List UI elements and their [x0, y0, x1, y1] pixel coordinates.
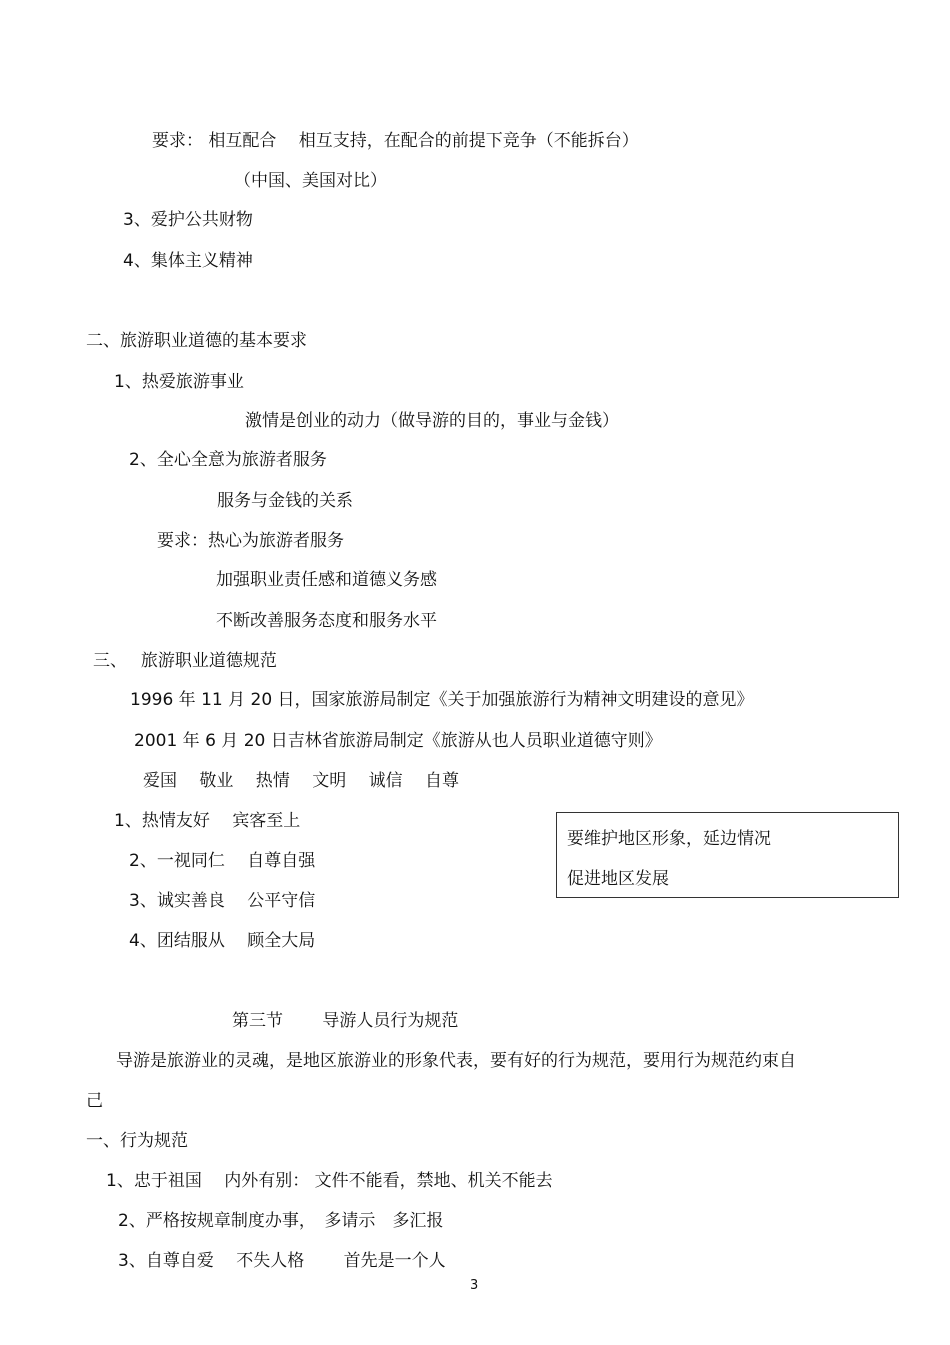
section-title-3: 第三节 导游人员行为规范	[232, 1011, 459, 1031]
text-line-9: 服务与金钱的关系	[217, 491, 353, 511]
subsection-heading-1: 一、行为规范	[86, 1131, 188, 1151]
text-line-7: 激情是创业的动力（做导游的目的，事业与金钱）	[245, 411, 619, 431]
text-line-10: 要求：热心为旅游者服务	[157, 531, 344, 551]
paragraph-line-2: 己	[86, 1091, 103, 1111]
paragraph-line-1: 导游是旅游业的灵魂，是地区旅游业的形象代表，要有好的行为规范，要用行为规范约束自	[116, 1051, 796, 1071]
text-line-8: 2、全心全意为旅游者服务	[129, 450, 327, 470]
text-line-26: 2、严格按规章制度办事， 多请示 多汇报	[118, 1211, 444, 1231]
text-line-1: 要求： 相互配合 相互支持，在配合的前提下竞争（不能拆台）	[152, 131, 639, 151]
text-line-14: 1996 年 11 月 20 日，国家旅游局制定《关于加强旅游行为精神文明建设的意见》	[130, 690, 754, 710]
text-line-11: 加强职业责任感和道德义务感	[216, 570, 437, 590]
note-box-line-1: 要维护地区形象，延边情况	[567, 829, 771, 849]
text-line-4: 4、集体主义精神	[123, 251, 253, 271]
text-line-3: 3、爱护公共财物	[123, 210, 253, 230]
text-line-17: 1、热情友好 宾客至上	[114, 811, 301, 831]
section-heading-3: 三、 旅游职业道德规范	[93, 651, 277, 671]
text-line-20: 4、团结服从 顾全大局	[129, 931, 316, 951]
page-number: 3	[470, 1278, 479, 1293]
note-box	[556, 812, 899, 898]
note-box-line-2: 促进地区发展	[567, 869, 669, 889]
text-line-19: 3、诚实善良 公平守信	[129, 891, 316, 911]
section-heading-2: 二、旅游职业道德的基本要求	[86, 331, 307, 351]
text-line-12: 不断改善服务态度和服务水平	[216, 611, 437, 631]
text-line-6: 1、热爱旅游事业	[114, 372, 244, 392]
text-line-18: 2、一视同仁 自尊自强	[129, 851, 316, 871]
text-line-25: 1、忠于祖国 内外有别： 文件不能看，禁地、机关不能去	[106, 1171, 553, 1191]
text-line-2: （中国、美国对比）	[234, 171, 387, 191]
text-line-15: 2001 年 6 月 20 日吉林省旅游局制定《旅游从也人员职业道德守则》	[134, 731, 662, 751]
text-line-27: 3、自尊自爱 不失人格 首先是一个人	[118, 1251, 446, 1271]
text-line-16: 爱国 敬业 热情 文明 诚信 自尊	[143, 771, 460, 791]
